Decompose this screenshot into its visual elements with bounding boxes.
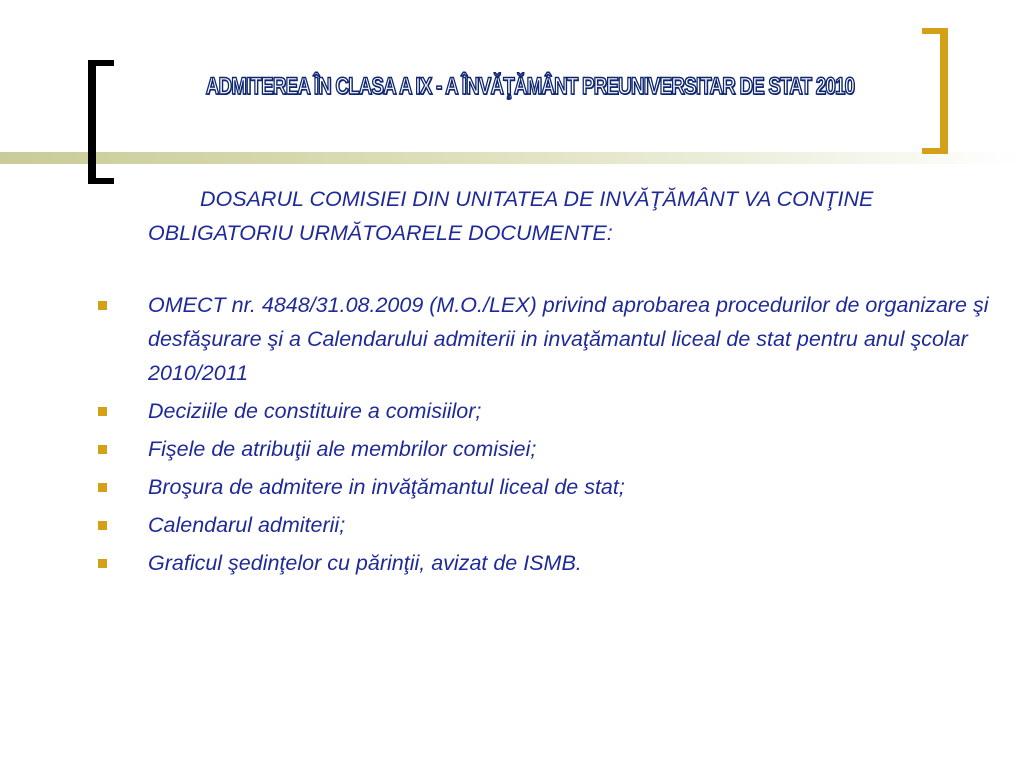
list-item xyxy=(96,508,1016,542)
slide-content xyxy=(96,182,1016,584)
square-bullet-icon xyxy=(98,301,107,310)
list-item xyxy=(96,394,1016,428)
square-bullet-icon xyxy=(98,483,107,492)
list-item-text: OMECT nr. 4848/31.08.2009 (M.O./LEX) privind aprobarea procedurilor de organizare şi desfăşurare şi a Calendarului admiterii in invaţămantul liceal de stat pentru anul şcolar 2010/2011 xyxy=(148,293,989,385)
slide-title: ADMITEREA ÎN CLASA A IX - A ÎNVĂŢĂMÂNT PREUNIVERSITAR DE STAT 2010 xyxy=(205,73,855,100)
list-item-text: Graficul şedinţelor cu părinţii, avizat de ISMB. xyxy=(148,551,582,575)
list-item-text: Fişele de atribuţii ale membrilor comisiei; xyxy=(148,437,537,461)
list-item xyxy=(96,546,1016,580)
list-item-text: Calendarul admiterii; xyxy=(148,513,346,537)
list-item xyxy=(96,470,1016,504)
list-item-text: Deciziile de constituire a comisiilor; xyxy=(148,399,482,423)
left-bracket-decoration xyxy=(88,60,114,184)
square-bullet-icon xyxy=(98,559,107,568)
document-list xyxy=(96,288,1016,580)
list-item xyxy=(96,288,1016,390)
intro-text: DOSARUL COMISIEI DIN UNITATEA DE INVĂŢĂMÂNT VA CONŢINE OBLIGATORIU URMĂTOARELE DOCUMENTE: xyxy=(148,187,874,245)
list-item xyxy=(96,432,1016,466)
right-bracket-decoration xyxy=(922,28,948,154)
square-bullet-icon xyxy=(98,445,107,454)
square-bullet-icon xyxy=(98,521,107,530)
list-item-text: Broşura de admitere in invăţămantul liceal de stat; xyxy=(148,475,625,499)
square-bullet-icon xyxy=(98,407,107,416)
title-divider xyxy=(0,152,1024,164)
